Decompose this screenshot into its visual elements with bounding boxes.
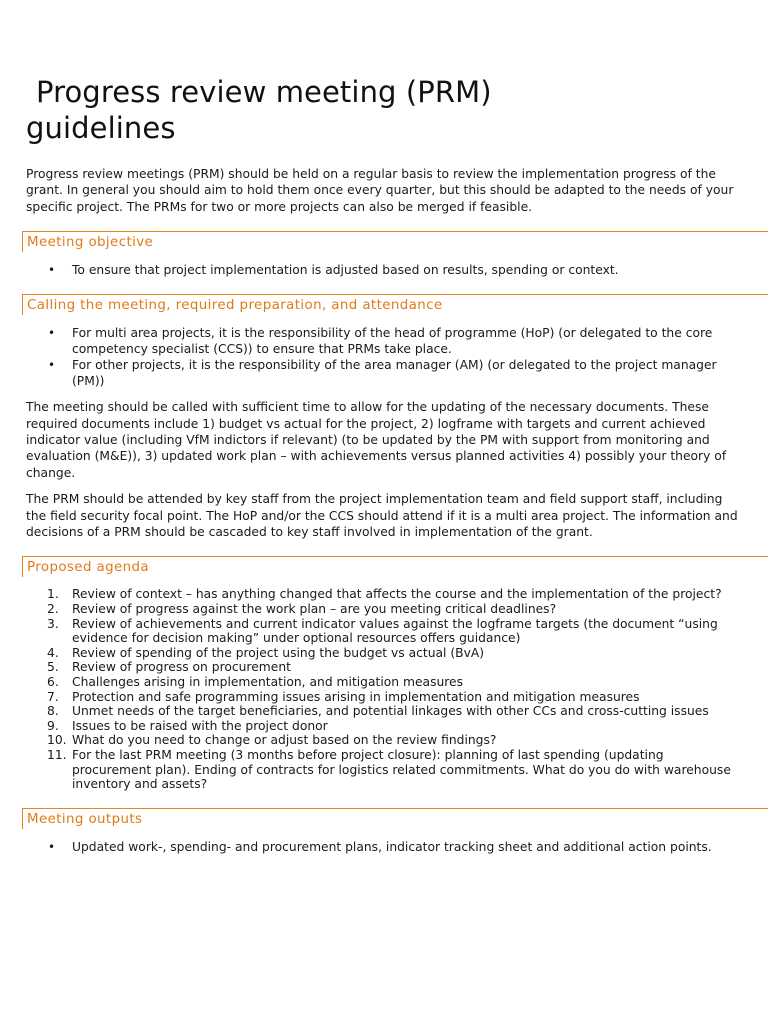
agenda-item-text: What do you need to change or adjust based on the review findings? xyxy=(72,733,497,748)
agenda-item xyxy=(26,719,742,734)
agenda-item xyxy=(26,748,742,792)
agenda-item xyxy=(26,587,742,602)
page-title xyxy=(26,74,742,146)
agenda-item-number: 9. xyxy=(47,718,59,733)
agenda-item-text: Review of progress against the work plan – are you meeting critical deadlines? xyxy=(72,602,557,617)
agenda-item-number: 1. xyxy=(47,587,59,602)
section-heading-text: Meeting objective xyxy=(27,235,154,251)
agenda-item-text: Review of progress on procurement xyxy=(72,660,291,675)
section-heading-objective xyxy=(22,231,768,252)
objective-list xyxy=(26,262,742,278)
agenda-item-number: 11. xyxy=(47,748,67,762)
list-item: • For multi area projects, it is the responsibility of the head of programme (HoP) (or delegated to the core competency specialist (CCS)) to ensure that PRMs take place. xyxy=(26,325,742,357)
section-heading-agenda xyxy=(22,556,768,577)
agenda-item-number: 6. xyxy=(47,675,59,690)
agenda-item-text: Challenges arising in implementation, and mitigation measures xyxy=(72,675,464,690)
intro-paragraph: Progress review meetings (PRM) should be held on a regular basis to review the implementation progress of the grant. In general you should aim to hold them once every quarter, but this should be adapted to the needs of your specific project. The PRMs for two or more projects can also be merged if feasible. xyxy=(26,167,734,214)
agenda-item xyxy=(26,646,742,661)
calling-paragraph-documents: The meeting should be called with sufficient time to allow for the updating of the necessary documents. These required documents include 1) budget vs actual for the project, 2) logframe with targets and current achieved indicator value (including VfM indictors if relevant) (to be updated by the PM with support from monitoring and evaluation (M&E)), 3) updated work plan – with achievements versus planned activities 4) possibly your theory of change. xyxy=(26,400,727,480)
page-title-line-2: guidelines xyxy=(26,111,176,145)
agenda-item-text: Protection and safe programming issues arising in implementation and mitigation measures xyxy=(72,689,640,704)
agenda-item-number: 10. xyxy=(47,733,67,748)
calling-paragraph-attendance: The PRM should be attended by key staff from the project implementation team and field support staff, including the field security focal point. The HoP and/or the CCS should attend if it is a multi area project. The information and decisions of a PRM should be cascaded to key staff involved in implementation of the grant. xyxy=(26,492,738,540)
agenda-item-number: 2. xyxy=(47,602,59,617)
calling-list xyxy=(26,325,742,389)
section-heading-calling xyxy=(22,294,768,315)
agenda-item-text: Review of context – has anything changed that affects the course and the implementation of the project? xyxy=(72,587,722,602)
section-heading-text: Calling the meeting, required preparation, and attendance xyxy=(27,298,443,314)
section-heading-text: Meeting outputs xyxy=(27,811,143,827)
agenda-item-text: For the last PRM meeting (3 months before project closure): planning of last spending (updating procurement plan). Ending of contracts for logistics related commitments. What do you do with warehouse inventory and assets? xyxy=(72,748,731,792)
list-item: • For other projects, it is the responsibility of the area manager (AM) (or delegated to the project manager (PM)) xyxy=(26,357,742,389)
agenda-item xyxy=(26,675,742,690)
section-heading-outputs xyxy=(22,808,768,829)
agenda-item-text: Issues to be raised with the project donor xyxy=(72,718,328,733)
agenda-item-number: 7. xyxy=(47,689,59,704)
outputs-list xyxy=(26,839,742,855)
agenda-item xyxy=(26,690,742,705)
agenda-item xyxy=(26,660,742,675)
agenda-list xyxy=(26,587,742,791)
list-item: • To ensure that project implementation is adjusted based on results, spending or context. xyxy=(26,262,742,278)
agenda-item xyxy=(26,617,742,646)
agenda-item-number: 8. xyxy=(47,704,59,719)
section-heading-text: Proposed agenda xyxy=(27,560,150,576)
agenda-item-text: Review of achievements and current indicator values against the logframe targets (the document “using evidence for decision making” under optional resources offers guidance) xyxy=(72,616,718,646)
agenda-item-text: Unmet needs of the target beneficiaries, and potential linkages with other CCs and cross-cutting issues xyxy=(72,704,709,719)
list-item: • Updated work-, spending- and procurement plans, indicator tracking sheet and additional action points. xyxy=(26,839,742,855)
agenda-item xyxy=(26,602,742,617)
agenda-item-number: 5. xyxy=(47,660,59,675)
agenda-item xyxy=(26,704,742,719)
agenda-item-text: Review of spending of the project using the budget vs actual (BvA) xyxy=(72,645,485,660)
agenda-item-number: 4. xyxy=(47,645,59,660)
agenda-item xyxy=(26,733,742,748)
agenda-item-number: 3. xyxy=(47,616,59,631)
page-title-line-1: Progress review meeting (PRM) xyxy=(36,75,492,109)
